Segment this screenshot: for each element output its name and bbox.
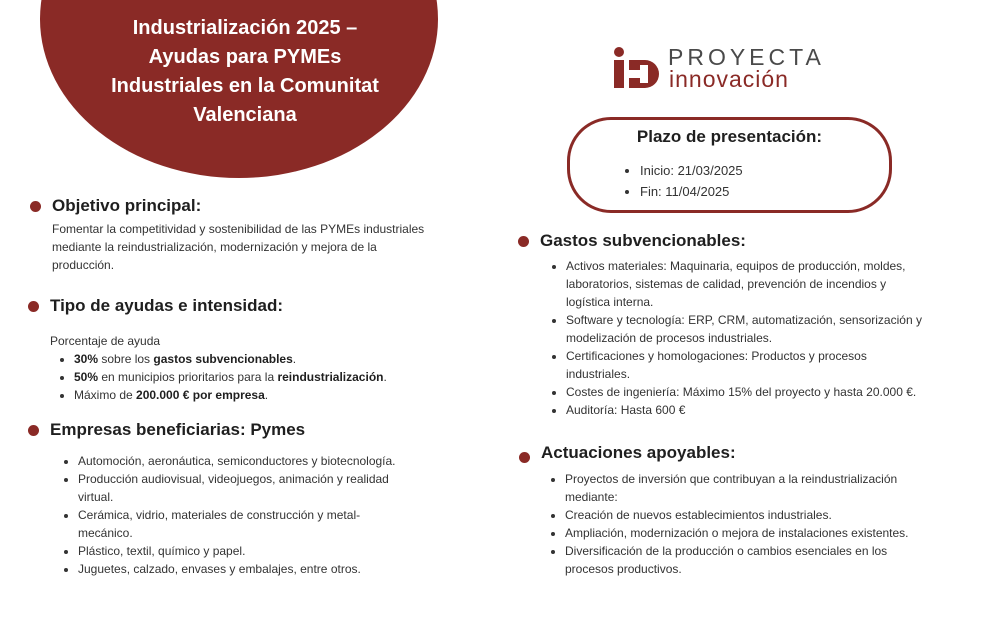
title-line: Industriales en la Comunitat (111, 75, 379, 97)
list-item: • Proyectos de inversión que contribuyan a la reindustrialización mediante: (565, 470, 935, 506)
list-item: • Software y tecnología: ERP, CRM, automatización, sensorización y modelización de procesos industriales. (566, 311, 926, 347)
list-item: • Cerámica, vidrio, materiales de construcción y metal-mecánico. (78, 506, 408, 542)
list-item: • Auditoría: Hasta 600 € (566, 401, 926, 419)
logo-text-bottom: innovación (669, 66, 789, 92)
bullet-dot-icon (519, 452, 530, 463)
deadline-list (622, 160, 743, 202)
section-actions (519, 443, 939, 578)
list-item: • Máximo de 200.000 € por empresa. (74, 386, 448, 404)
list-item: • 50% en municipios prioritarios para la reindustrialización. (74, 368, 448, 386)
section-title: Gastos subvencionables: (540, 231, 746, 250)
list-item: • Juguetes, calzado, envases y embalajes, entre otros. (78, 560, 408, 578)
page-title (80, 14, 410, 130)
list-item: • Ampliación, modernización o mejora de instalaciones existentes. (565, 524, 935, 542)
deadline-item: • Inicio: 21/03/2025 (640, 160, 743, 181)
proyecta-innovacion-logo-icon (613, 46, 661, 92)
section-title: Tipo de ayudas e intensidad: (50, 296, 284, 315)
bullet-dot-icon (28, 301, 39, 312)
deadline-box (567, 117, 892, 213)
title-line: Ayudas para PYMEs (148, 46, 342, 68)
list-item: • Creación de nuevos establecimientos industriales. (565, 506, 935, 524)
bullet-dot-icon (28, 425, 39, 436)
list-item: • Costes de ingeniería: Máximo 15% del proyecto y hasta 20.000 €. (566, 383, 926, 401)
list-item: • Activos materiales: Maquinaria, equipos de producción, moldes, laboratorios, sistemas de calidad, prevención de incendios y logística interna. (566, 257, 926, 311)
list-item: • Producción audiovisual, videojuegos, animación y realidad virtual. (78, 470, 408, 506)
objective-text: Fomentar la competitividad y sostenibilidad de las PYMEs industriales mediante la reindustrialización, modernización y mejora de la producción. (52, 222, 425, 272)
title-line: Valenciana (193, 104, 297, 126)
beneficiaries-list (56, 452, 408, 578)
list-item: • Plástico, textil, químico y papel. (78, 542, 408, 560)
section-title: Actuaciones apoyables: (541, 443, 736, 462)
actions-list (543, 470, 935, 578)
expenses-list (544, 257, 926, 419)
section-title: Empresas beneficiarias: Pymes (50, 420, 306, 439)
list-item: • Automoción, aeronáutica, semiconductores y biotecnología. (78, 452, 408, 470)
title-line: Industrialización 2025 – (132, 17, 358, 39)
section-objective (30, 196, 430, 274)
list-item: • 30% sobre los gastos subvencionables. (74, 350, 448, 368)
deadline-title: Plazo de presentación: (636, 127, 823, 146)
brand-logo (613, 46, 843, 96)
aid-list (52, 350, 448, 404)
list-item: • Certificaciones y homologaciones: Productos y procesos industriales. (566, 347, 926, 383)
deadline-item: • Fin: 11/04/2025 (640, 181, 743, 202)
bullet-dot-icon (518, 236, 529, 247)
logo-text-top: PROYECTA (668, 44, 825, 70)
section-title: Objetivo principal: (52, 196, 202, 215)
bullet-dot-icon (30, 201, 41, 212)
section-expenses (518, 231, 938, 419)
section-aid (28, 296, 448, 404)
list-item: • Diversificación de la producción o cambios esenciales en los procesos productivos. (565, 542, 935, 578)
section-beneficiaries (28, 420, 428, 578)
aid-intro: Porcentaje de ayuda (50, 334, 161, 348)
